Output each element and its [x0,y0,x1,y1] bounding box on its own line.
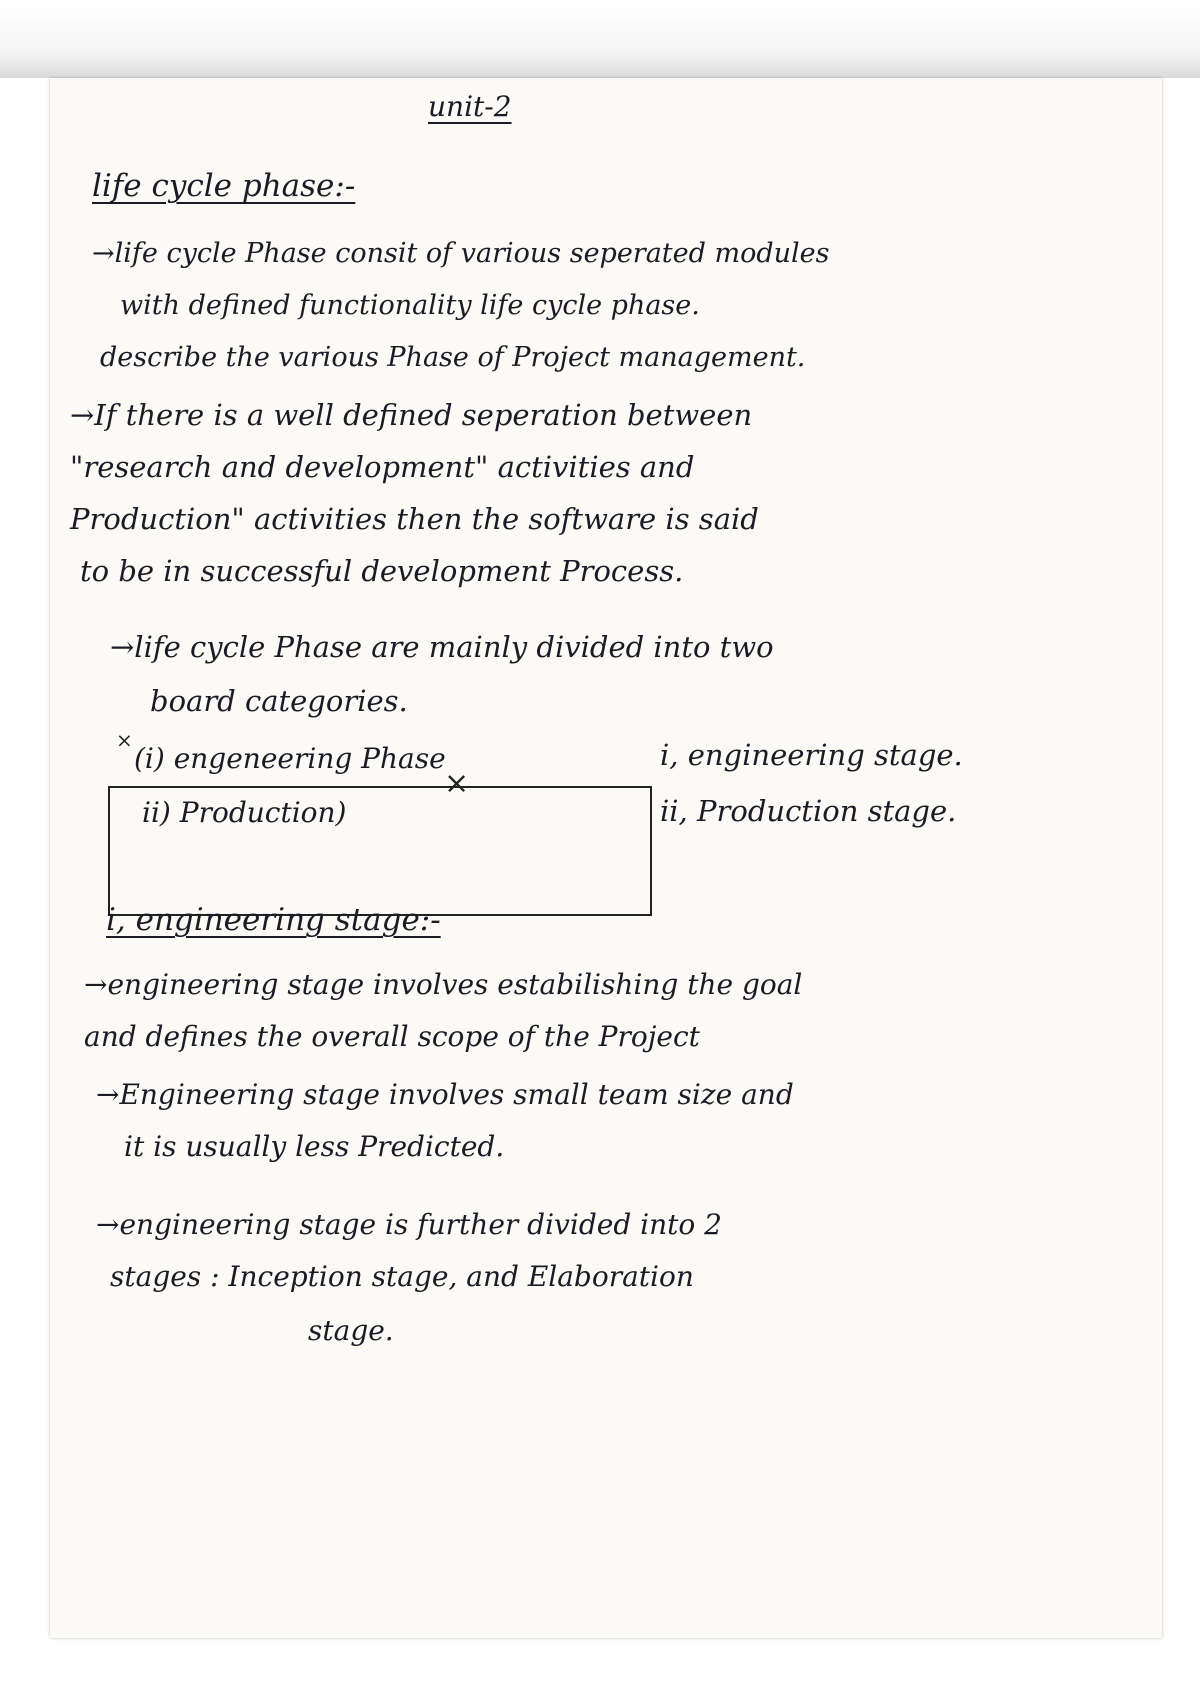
para1-line1: →life cycle Phase consit of various seperated modules [92,238,830,269]
box-item-1: (i) engeneering Phase [134,742,446,775]
para2-line2: "research and development" activities and [70,450,695,484]
para3-line2: board categories. [150,684,408,718]
notebook-page [50,78,1162,1638]
para1-line2: with defined functionality life cycle phase. [120,290,700,321]
para4-line2: and defines the overall scope of the Project [84,1020,700,1053]
para2-line1: →If there is a well defined seperation between [70,398,753,432]
para3-line1: →life cycle Phase are mainly divided into two [110,630,774,664]
para6-line1: →engineering stage is further divided into 2 [96,1208,722,1241]
para2-line4: to be in successful development Process. [80,554,684,588]
subheading-engineering-stage: i, engineering stage:- [106,902,441,938]
cross-mark-bottom: × [444,766,470,801]
box-item-2: ii) Production) [142,796,347,829]
cross-mark-top: × [116,728,133,752]
para2-line3: Production" activities then the software is said [70,502,759,536]
para6-line2: stages : Inception stage, and Elaboration [110,1260,694,1293]
stage-item-1: i, engineering stage. [660,738,963,772]
para5-line1: →Engineering stage involves small team size and [96,1078,794,1111]
scan-top-shadow [0,0,1200,78]
para5-line2: it is usually less Predicted. [124,1130,505,1163]
para4-line1: →engineering stage involves estabilishing the goal [84,968,803,1001]
stage-item-2: ii, Production stage. [660,794,957,828]
page-title: unit-2 [428,90,512,123]
para1-line3: describe the various Phase of Project management. [100,342,806,373]
para6-line3: stage. [308,1314,394,1347]
heading-life-cycle-phase: life cycle phase:- [92,168,356,204]
